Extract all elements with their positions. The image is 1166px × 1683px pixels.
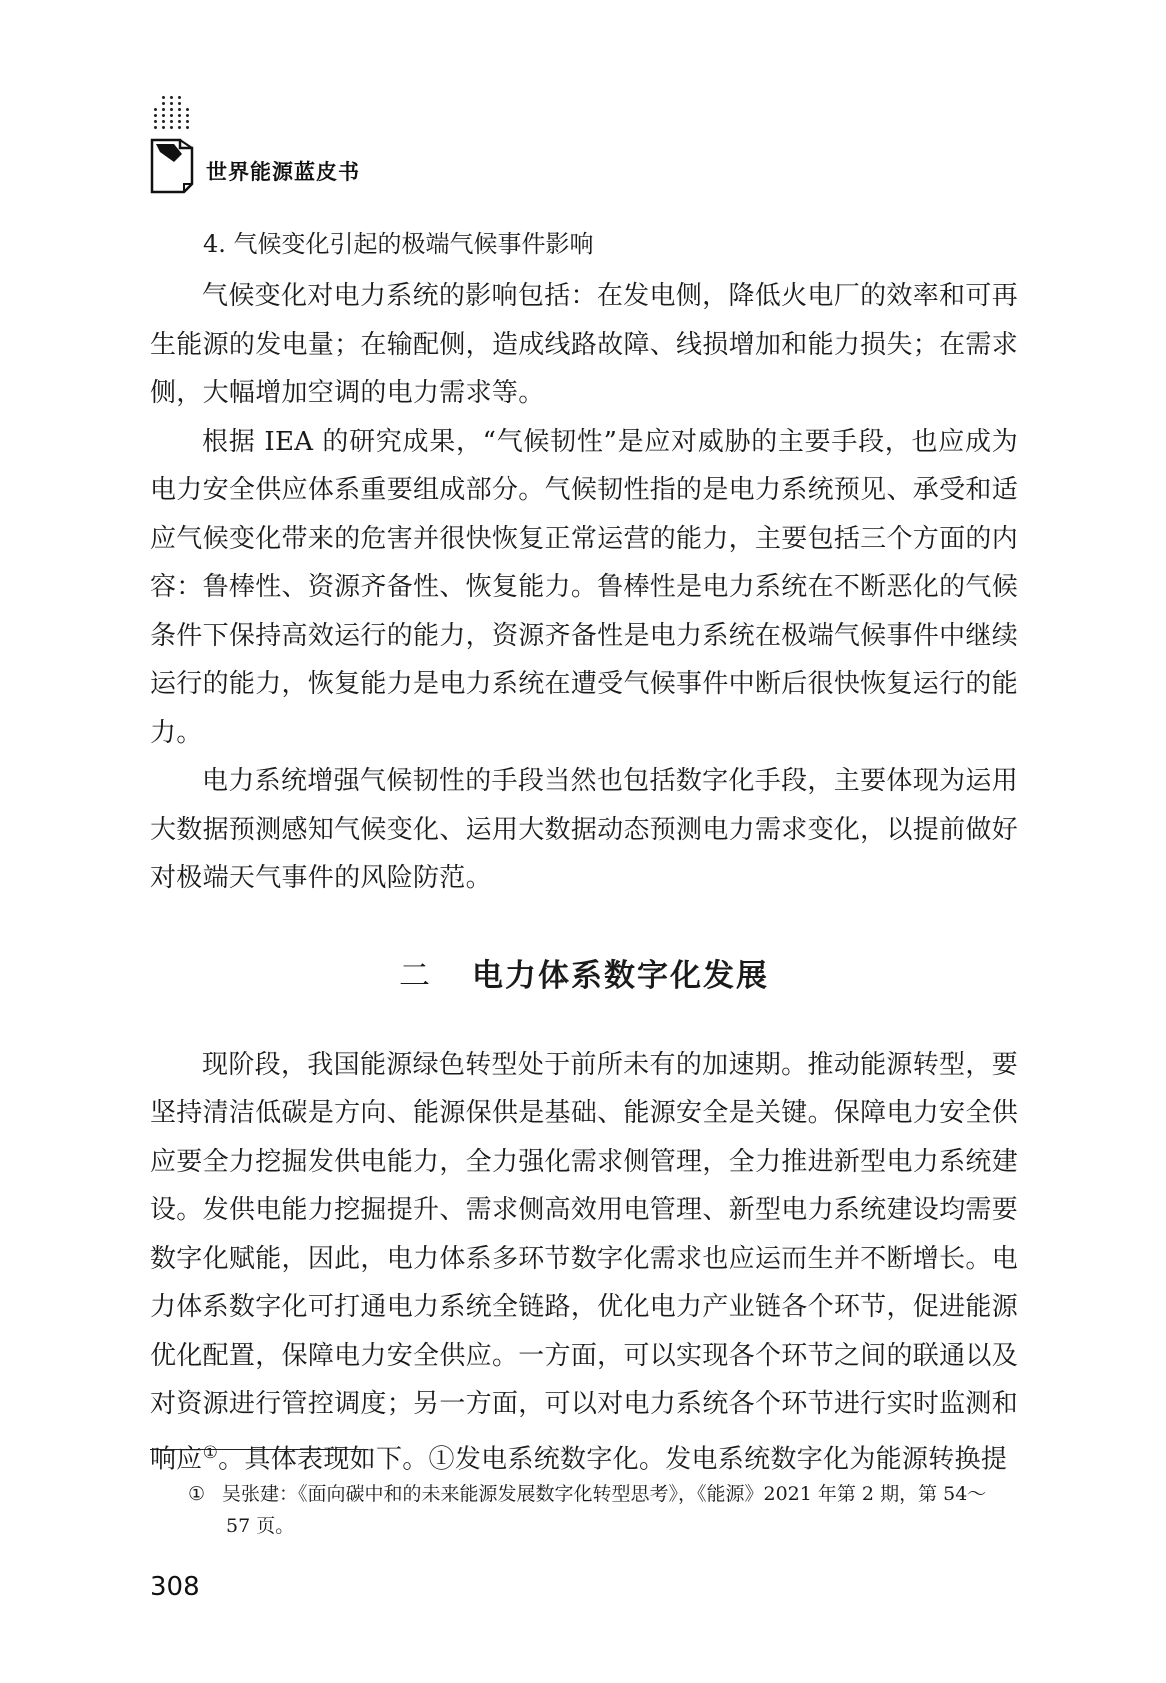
ornament-dot [186, 120, 189, 123]
section-title-text: 电力体系数字化发展 [472, 957, 769, 994]
footnote [188, 1478, 1018, 1542]
ornament-dot [170, 114, 173, 117]
footnote-mark: ① [188, 1483, 206, 1505]
ornament-dot [178, 96, 181, 99]
ornament-dot [162, 114, 165, 117]
subsection-heading: 4. 气候变化引起的极端气候事件影响 [203, 230, 594, 258]
ornament-dot [170, 120, 173, 123]
page-number: 308 [150, 1572, 200, 1602]
footnote-divider [150, 1449, 368, 1450]
ornament-dot [162, 120, 165, 123]
ornament-dot [170, 96, 173, 99]
ornament-dot [178, 126, 181, 129]
ornament-dot [162, 96, 165, 99]
ornament-dot [154, 108, 157, 111]
ornament-dot [162, 102, 165, 105]
footnote-text-continued: 57 页。 [226, 1515, 295, 1537]
ornament-dot [162, 126, 165, 129]
ornament-dot [170, 108, 173, 111]
ornament-dot [154, 120, 157, 123]
ornament-dot [154, 126, 157, 129]
paragraph: 根据 IEA 的研究成果，“气候韧性”是应对威胁的主要手段，也应成为电力安全供应体系重要组成部分。气候韧性指的是电力系统预见、承受和适应气候变化带来的危害并很快恢复正常运营的能力，主要包括三个方面的内容：鲁棒性、资源齐备性、恢复能力。鲁棒性是电力系统在不断恶化的气候条件下保持高效运行的能力，资源齐备性是电力系统在极端气候事件中继续运行的能力，恢复能力是电力系统在遭受气候事件中断后很快恢复运行的能力。 [150, 426, 1018, 748]
section-number: 二 [399, 957, 432, 994]
ornament-dot [178, 108, 181, 111]
ornament-dot [154, 114, 157, 117]
ornament-dot [170, 102, 173, 105]
book-icon [150, 138, 194, 194]
ornament-dot [186, 126, 189, 129]
ornament-dot [178, 120, 181, 123]
running-header-title: 世界能源蓝皮书 [206, 160, 360, 184]
ornament-dot [186, 108, 189, 111]
paragraph: 气候变化对电力系统的影响包括：在发电侧，降低火电厂的效率和可再生能源的发电量；在输配侧，造成线路故障、线损增加和能力损失；在需求侧，大幅增加空调的电力需求等。 [150, 281, 1018, 408]
page-body [150, 224, 1018, 1484]
section-heading [150, 951, 1018, 1001]
footnote-text: 吴张建：《面向碳中和的未来能源发展数字化转型思考》，《能源》2021 年第 2 期，第 54～ [222, 1483, 987, 1505]
paragraph: 电力系统增强气候韧性的手段当然也包括数字化手段，主要体现为运用大数据预测感知气候变化、运用大数据动态预测电力需求变化，以提前做好对极端天气事件的风险防范。 [150, 766, 1018, 893]
paragraph-text: 现阶段，我国能源绿色转型处于前所未有的加速期。推动能源转型，要坚持清洁低碳是方向、能源保供是基础、能源安全是关键。保障电力安全供应要全力挖掘发供电能力，全力强化需求侧管理，全力推进新型电力系统建设。发供电能力挖掘提升、需求侧高效用电管理、新型电力系统建设均需要数字化赋能，因此，电力体系多环节数字化需求也应运而生并不断增长。电力体系数字化可打通电力系统全链路，优化电力产业链各个环节，促进能源优化配置，保障电力安全供应。一方面，可以实现各个环节之间的联通以及对资源进行管控调度；另一方面，可以对电力系统各个环节进行实时监测和响应 [150, 1049, 1018, 1475]
ornament-dot [186, 114, 189, 117]
ornament-dot [162, 108, 165, 111]
paragraph [150, 1041, 1018, 1484]
footnote-reference[interactable]: ① [202, 1442, 219, 1463]
ornament-dot [178, 102, 181, 105]
header-dot-ornament [154, 96, 188, 134]
ornament-dot [170, 126, 173, 129]
ornament-dot [178, 114, 181, 117]
paragraph-text: 。具体表现如下。①发电系统数字化。发电系统数字化为能源转换提 [218, 1444, 1008, 1475]
